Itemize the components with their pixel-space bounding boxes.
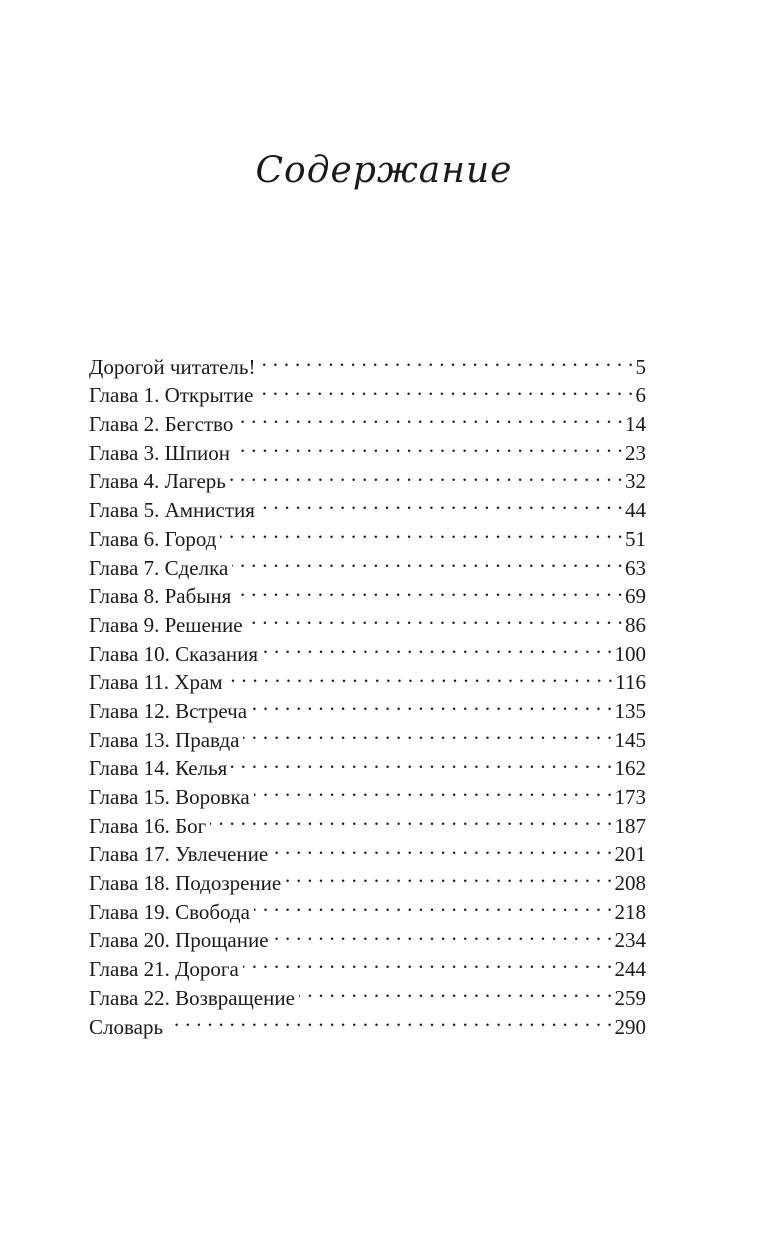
dot-leader	[273, 919, 613, 948]
toc-entry-page: 63	[625, 555, 646, 580]
toc-entry-page: 173	[614, 785, 646, 809]
toc-entry-page: 201	[614, 842, 646, 867]
toc-entry-label: Глава 11. Храм	[89, 670, 223, 695]
toc-entry-page: 32	[625, 469, 646, 494]
dot-leader	[232, 546, 623, 575]
dot-leader	[243, 947, 613, 976]
toc-entry-label: Глава 19. Свобода	[89, 899, 250, 924]
toc-entry-page: 14	[625, 412, 646, 437]
toc-entry-page: 208	[614, 871, 646, 896]
dot-leader	[251, 689, 612, 718]
dot-leader	[262, 632, 612, 661]
toc-entry-page: 6	[635, 383, 646, 408]
dot-leader	[231, 747, 612, 776]
toc-entry-label: Глава 10. Сказания	[89, 641, 259, 666]
dot-leader	[285, 861, 612, 890]
toc-entry-label: Глава 21. Дорога	[89, 957, 239, 982]
toc-entry-page: 187	[614, 813, 646, 838]
dot-leader	[243, 718, 612, 747]
toc-entry-page: 69	[625, 584, 646, 609]
toc-entry-label: Глава 16. Бог	[89, 813, 207, 838]
toc-entry-label: Глава 3. Шпион	[89, 440, 230, 465]
dot-leader	[254, 775, 613, 804]
toc-entry-label: Глава 12. Встреча	[89, 698, 248, 723]
dot-leader	[220, 517, 623, 546]
toc-entry-label: Глава 4. Лагерь	[89, 469, 226, 494]
dot-leader	[230, 460, 623, 489]
dot-leader	[299, 976, 613, 1005]
dot-leader	[272, 833, 612, 862]
dot-leader	[259, 345, 633, 374]
page-title: Содержание	[255, 150, 513, 191]
toc-entry-label: Глава 1. Открытие	[89, 383, 254, 408]
dot-leader	[247, 603, 623, 632]
toc-entry-page: 234	[614, 928, 646, 953]
toc-entry-page: 23	[625, 440, 646, 465]
toc-entry	[89, 1005, 646, 1039]
table-of-contents	[89, 345, 646, 1039]
toc-entry	[89, 345, 646, 379]
dot-leader	[254, 890, 613, 919]
dot-leader	[234, 431, 623, 460]
toc-entry-page: 100	[614, 641, 646, 666]
toc-entry-label: Словарь	[89, 1014, 164, 1039]
toc-entry-label: Глава 22. Возвращение	[89, 985, 295, 1010]
dot-leader	[259, 488, 623, 517]
toc-entry-label: Глава 9. Решение	[89, 612, 243, 637]
dot-leader	[227, 661, 614, 690]
toc-entry-label: Дорогой читатель!	[89, 354, 256, 379]
toc-entry-label: Глава 5. Амнистия	[89, 498, 255, 523]
toc-entry-label: Глава 15. Воровка	[89, 785, 250, 809]
toc-entry-page: 218	[614, 899, 646, 924]
toc-entry-label: Глава 14. Келья	[89, 756, 228, 781]
toc-entry-label: Глава 17. Увлечение	[89, 842, 269, 867]
toc-entry-page: 244	[614, 957, 646, 982]
toc-entry-label: Глава 18. Подозрение	[89, 871, 282, 896]
dot-leader	[237, 402, 623, 431]
dot-leader	[257, 374, 633, 403]
toc-entry-label: Глава 7. Сделка	[89, 555, 229, 580]
toc-entry-page: 116	[615, 670, 646, 695]
toc-entry-label: Глава 13. Правда	[89, 727, 240, 752]
toc-entry-page: 162	[614, 756, 646, 781]
dot-leader	[167, 1005, 612, 1034]
toc-entry-label: Глава 20. Прощание	[89, 928, 269, 953]
toc-entry-page: 135	[614, 698, 646, 723]
toc-entry-label: Глава 8. Рабыня	[89, 584, 232, 609]
toc-entry-page: 259	[614, 985, 646, 1010]
toc-entry-label: Глава 2. Бегство	[89, 412, 234, 437]
toc-entry-page: 145	[614, 727, 646, 752]
toc-entry-page: 5	[635, 354, 646, 379]
toc-entry-label: Глава 6. Город	[89, 526, 217, 551]
toc-entry-page: 51	[625, 526, 646, 551]
toc-entry-page: 290	[614, 1014, 646, 1039]
dot-leader	[210, 804, 612, 833]
toc-entry-page: 44	[625, 498, 646, 523]
toc-entry-page: 86	[625, 612, 646, 637]
dot-leader	[235, 575, 623, 604]
